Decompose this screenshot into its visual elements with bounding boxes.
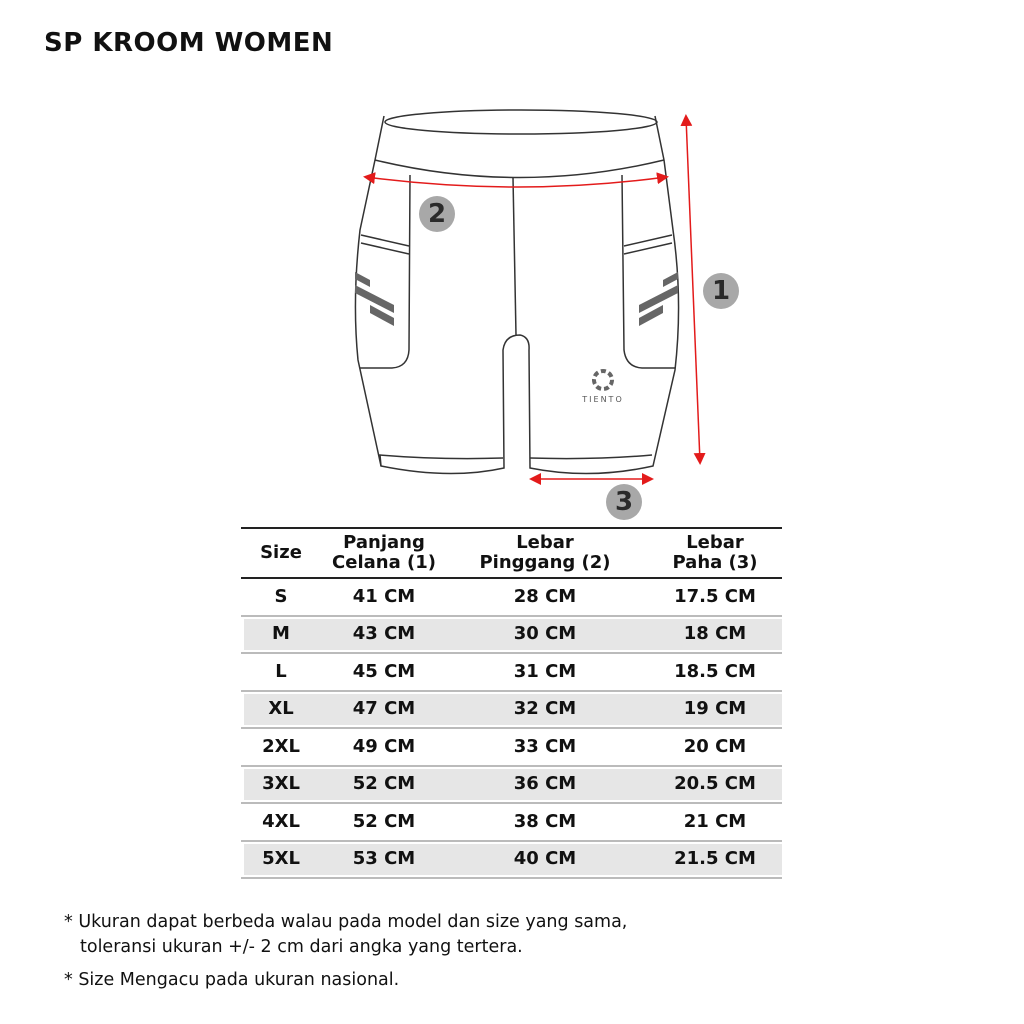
header-waist: Lebar Pinggang (2) <box>479 532 611 573</box>
measurement-arrows <box>366 117 700 479</box>
cell-size: 5XL <box>262 848 300 870</box>
cell-waist: 28 CM <box>513 585 577 607</box>
cell-thigh: 18 CM <box>683 623 747 645</box>
cell-length: 52 CM <box>352 773 416 795</box>
shorts-outline <box>355 110 678 474</box>
notes <box>64 910 627 1001</box>
cell-size: 2XL <box>262 735 300 757</box>
note-1: * Ukuran dapat berbeda walau pada model dan size yang sama, <box>64 912 628 932</box>
cell-thigh: 21.5 CM <box>674 848 756 870</box>
cell-thigh: 19 CM <box>683 698 747 720</box>
cell-length: 45 CM <box>352 660 416 682</box>
note-1-continued: toleransi ukuran +/- 2 cm dari angka yang tertera. <box>80 937 523 957</box>
cell-waist: 33 CM <box>513 735 577 757</box>
note-2: * Size Mengacu pada ukuran nasional. <box>64 970 400 990</box>
page-title: SP KROOM WOMEN <box>44 28 334 58</box>
size-table <box>241 527 782 879</box>
marker-3-badge: 3 <box>606 484 642 520</box>
header-size: Size <box>260 542 302 563</box>
table-header <box>241 527 782 579</box>
table-row <box>241 804 782 842</box>
cell-length: 41 CM <box>352 585 416 607</box>
cell-size: M <box>272 623 290 645</box>
cell-length: 53 CM <box>352 848 416 870</box>
cell-thigh: 18.5 CM <box>674 660 756 682</box>
cell-waist: 40 CM <box>513 848 577 870</box>
table-row <box>241 729 782 767</box>
cell-waist: 30 CM <box>513 623 577 645</box>
table-row <box>241 767 782 805</box>
marker-1-badge: 1 <box>703 273 739 309</box>
cell-waist: 32 CM <box>513 698 577 720</box>
cell-size: L <box>275 660 287 682</box>
cell-waist: 36 CM <box>513 773 577 795</box>
header-length: Panjang Celana (1) <box>332 532 436 573</box>
cell-thigh: 17.5 CM <box>674 585 756 607</box>
cell-length: 43 CM <box>352 623 416 645</box>
cell-length: 49 CM <box>352 735 416 757</box>
cell-waist: 38 CM <box>513 810 577 832</box>
table-row <box>241 617 782 655</box>
waist-arrow <box>366 177 666 187</box>
cell-size: 3XL <box>262 773 300 795</box>
header-thigh: Lebar Paha (3) <box>672 532 758 573</box>
cell-thigh: 21 CM <box>683 810 747 832</box>
cell-size: XL <box>268 698 294 720</box>
tiento-logo <box>581 371 623 404</box>
table-row <box>241 654 782 692</box>
cell-waist: 31 CM <box>513 660 577 682</box>
svg-text:TIENTO: TIENTO <box>582 395 624 404</box>
table-row <box>241 579 782 617</box>
table-row <box>241 842 782 880</box>
cell-thigh: 20.5 CM <box>674 773 756 795</box>
length-arrow <box>686 117 700 462</box>
side-stripes <box>355 272 678 326</box>
cell-thigh: 20 CM <box>683 735 747 757</box>
cell-length: 47 CM <box>352 698 416 720</box>
cell-size: S <box>274 585 288 607</box>
table-row <box>241 692 782 730</box>
cell-length: 52 CM <box>352 810 416 832</box>
cell-size: 4XL <box>262 810 300 832</box>
marker-2-badge: 2 <box>419 196 455 232</box>
